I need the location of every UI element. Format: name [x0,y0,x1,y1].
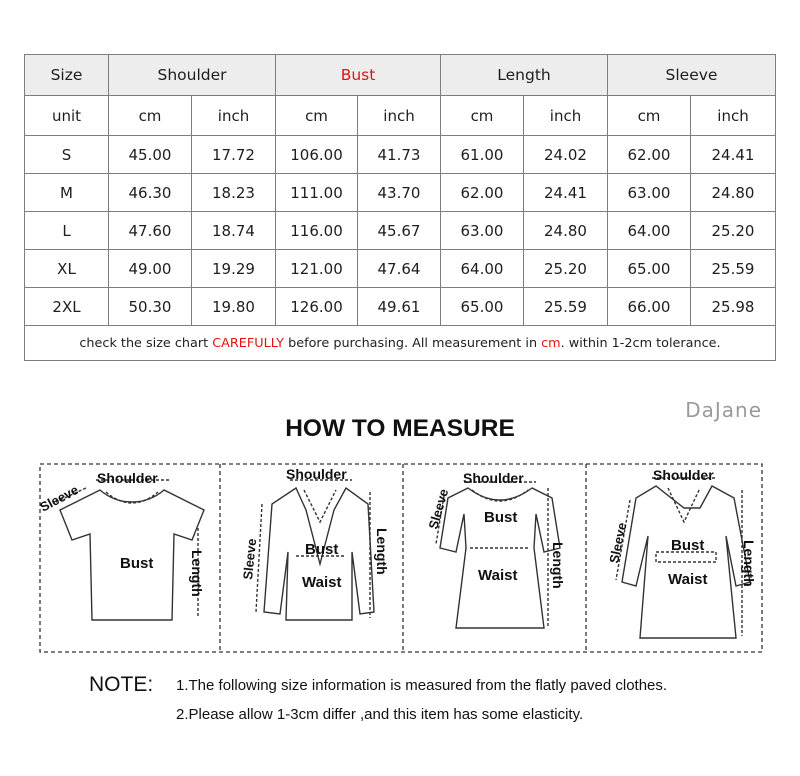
table-row [25,212,776,250]
footnote-text: check the size chart [79,335,213,351]
cell-value: 25.59 [524,288,608,326]
unit-cm: cm [109,96,192,136]
tshirt-length-label: Length [189,550,205,597]
unit-inch: inch [691,96,776,136]
dress-diagram [425,470,566,628]
table-footnote [25,326,776,361]
cell-value: 65.00 [441,288,524,326]
footnote-text: . within 1-2cm tolerance. [560,335,721,351]
cell-value: 126.00 [276,288,358,326]
header-bust: Bust [276,55,441,96]
cell-value: 25.98 [691,288,776,326]
unit-inch: inch [524,96,608,136]
cell-value: 24.41 [691,136,776,174]
tshirt-bust-label: Bust [120,555,154,572]
cell-value: 121.00 [276,250,358,288]
cell-value: 24.02 [524,136,608,174]
table-row [25,250,776,288]
cell-value: 66.00 [608,288,691,326]
footnote-highlight: cm [541,335,561,351]
unit-inch: inch [358,96,441,136]
cell-value: 47.64 [358,250,441,288]
coat-waist-label: Waist [668,571,708,588]
cell-value: 49.61 [358,288,441,326]
header-size: Size [25,55,109,96]
cell-value: 116.00 [276,212,358,250]
cell-value: 47.60 [109,212,192,250]
table-row [25,288,776,326]
measurement-diagram [0,452,800,662]
cell-value: 106.00 [276,136,358,174]
coat-sleeve-label: Sleeve [606,521,630,565]
cell-value: 62.00 [608,136,691,174]
cell-value: 19.80 [192,288,276,326]
table-row [25,174,776,212]
dress-shoulder-label: Shoulder [463,470,524,486]
table-header-row [25,55,776,96]
brand-watermark: DaJane [685,398,762,422]
cell-value: 46.30 [109,174,192,212]
table-footnote-row [25,326,776,361]
cell-value: 45.00 [109,136,192,174]
cell-value: 18.74 [192,212,276,250]
coat-bust-label: Bust [671,537,705,554]
cell-value: 111.00 [276,174,358,212]
cell-size: XL [25,250,109,288]
blazer-sleeve-label: Sleeve [240,537,260,581]
cell-value: 62.00 [441,174,524,212]
cell-value: 25.20 [524,250,608,288]
header-shoulder: Shoulder [109,55,276,96]
footnote-text: before purchasing. All measurement in [284,335,542,351]
dress-sleeve-label: Sleeve [425,487,452,531]
cell-value: 24.80 [691,174,776,212]
blazer-length-label: Length [374,528,390,575]
table-units-row [25,96,776,136]
cell-size: 2XL [25,288,109,326]
cell-value: 65.00 [608,250,691,288]
cell-value: 43.70 [358,174,441,212]
cell-value: 63.00 [441,212,524,250]
blazer-bust-label: Bust [305,541,339,558]
unit-cm: cm [441,96,524,136]
coat-diagram [606,467,757,638]
cell-size: L [25,212,109,250]
unit-label: unit [25,96,109,136]
coat-length-label: Length [741,540,757,587]
how-to-measure-heading: HOW TO MEASURE [285,415,515,442]
cell-value: 41.73 [358,136,441,174]
note-label: NOTE: [89,673,154,696]
cell-size: M [25,174,109,212]
cell-value: 45.67 [358,212,441,250]
header-sleeve: Sleeve [608,55,776,96]
tshirt-sleeve-label: Sleeve [37,482,81,515]
cell-value: 25.20 [691,212,776,250]
footnote-highlight: CAREFULLY [212,335,284,351]
cell-value: 64.00 [441,250,524,288]
tshirt-shoulder-label: Shoulder [97,470,158,486]
unit-inch: inch [192,96,276,136]
dress-waist-label: Waist [478,567,518,584]
cell-value: 24.80 [524,212,608,250]
cell-value: 18.23 [192,174,276,212]
unit-cm: cm [276,96,358,136]
cell-value: 19.29 [192,250,276,288]
blazer-shoulder-label: Shoulder [286,466,347,482]
table-row [25,136,776,174]
cell-value: 64.00 [608,212,691,250]
cell-value: 17.72 [192,136,276,174]
dress-length-label: Length [550,542,566,589]
unit-cm: cm [608,96,691,136]
cell-value: 50.30 [109,288,192,326]
cell-value: 63.00 [608,174,691,212]
note-line-1: 1.The following size information is measured from the flatly paved clothes. [176,677,668,694]
size-chart-table [24,54,776,361]
cell-value: 49.00 [109,250,192,288]
blazer-waist-label: Waist [302,574,342,591]
header-length: Length [441,55,608,96]
cell-value: 25.59 [691,250,776,288]
blazer-diagram [240,466,390,620]
dress-bust-label: Bust [484,509,518,526]
cell-size: S [25,136,109,174]
note-line-2: 2.Please allow 1-3cm differ ,and this item has some elasticity. [176,706,584,723]
cell-value: 24.41 [524,174,608,212]
tshirt-diagram [37,470,205,620]
cell-value: 61.00 [441,136,524,174]
coat-shoulder-label: Shoulder [653,467,714,483]
